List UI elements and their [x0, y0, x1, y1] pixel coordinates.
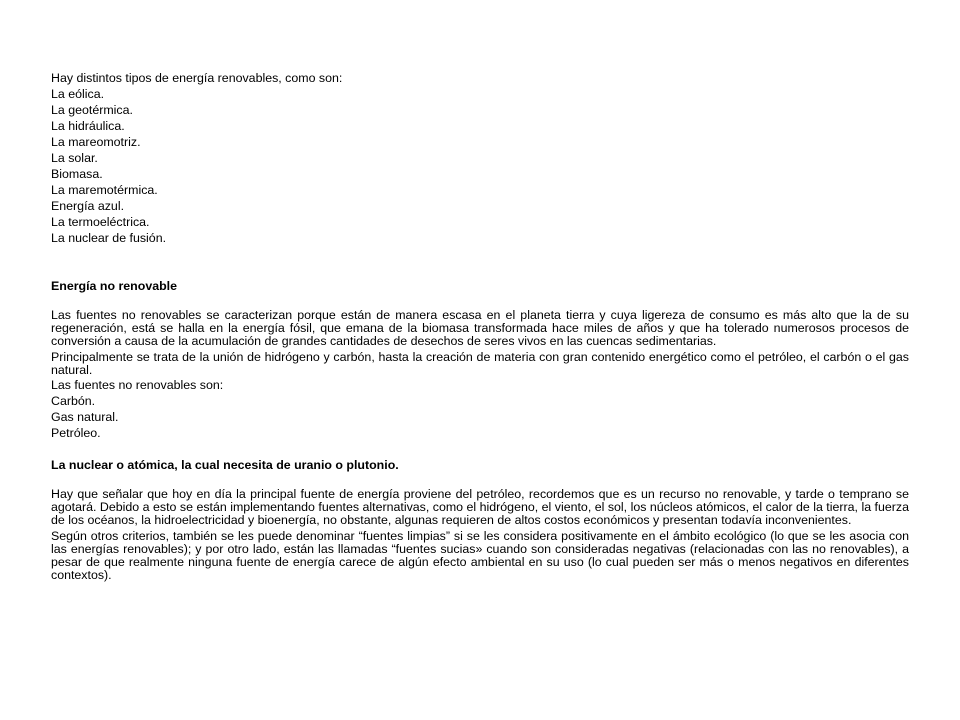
list-item: Biomasa.	[51, 167, 103, 181]
list-item: Petróleo.	[51, 426, 101, 440]
non-renewable-list-intro: Las fuentes no renovables son:	[51, 378, 224, 392]
document-body	[51, 70, 909, 582]
list-item: La nuclear de fusión.	[51, 231, 167, 245]
renewables-list	[51, 86, 909, 246]
non-renewable-list	[51, 393, 909, 441]
list-item: Gas natural.	[51, 410, 119, 424]
list-item: Energía azul.	[51, 199, 125, 213]
list-item: La termoeléctrica.	[51, 215, 150, 229]
list-item: La geotérmica.	[51, 103, 133, 117]
nuclear-paragraph-2: Según otros criterios, también se les puede denominar “fuentes limpias” si se les considera positivamente en el ámbito ecológico (lo que se les asocia con las energías renovables); y por otro lado, están las llamadas “fuentes sucias» cuando son consideradas negativas (relacionadas con las no renovables), a pesar de que realmente ninguna fuente de energía carece de algún efecto ambiental en su uso (lo cual pueden ser más o menos negativos en diferentes contextos).	[51, 529, 909, 582]
list-item: La maremotérmica.	[51, 183, 158, 197]
non-renewable-heading: Energía no renovable	[51, 279, 178, 293]
non-renewable-paragraph-2: Principalmente se trata de la unión de hidrógeno y carbón, hasta la creación de materia con gran contenido energético como el petróleo, el carbón o el gas natural.	[51, 350, 909, 377]
list-item: La eólica.	[51, 87, 105, 101]
nuclear-heading: La nuclear o atómica, la cual necesita de uranio o plutonio.	[51, 458, 399, 472]
non-renewable-paragraph-1: Las fuentes no renovables se caracterizan porque están de manera escasa en el planeta tierra y cuya ligereza de consumo es más alto que la de su regeneración, está se halla en la energía fósil, que emana de la biomasa transformada hace miles de años y que ha tolerado numerosos procesos de conversión a causa de la acumulación de grandes cantidades de desechos de seres vivos en las cuencas sedimentarias.	[51, 308, 909, 348]
nuclear-paragraph-1: Hay que señalar que hoy en día la principal fuente de energía proviene del petróleo, recordemos que es un recurso no renovable, y tarde o temprano se agotará. Debido a esto se están implementando fuentes alternativas, como el hidrógeno, el viento, el sol, los núcleos atómicos, el calor de la tierra, la fuerza de los océanos, la hidroelectricidad y bioenergía, no obstante, algunas requieren de altos costos económicos y presentan todavía inconvenientes.	[51, 487, 909, 527]
list-item: La mareomotriz.	[51, 135, 141, 149]
list-item: Carbón.	[51, 394, 96, 408]
list-item: La solar.	[51, 151, 98, 165]
list-item: La hidráulica.	[51, 119, 125, 133]
renewables-intro: Hay distintos tipos de energía renovables, como son:	[51, 71, 343, 85]
